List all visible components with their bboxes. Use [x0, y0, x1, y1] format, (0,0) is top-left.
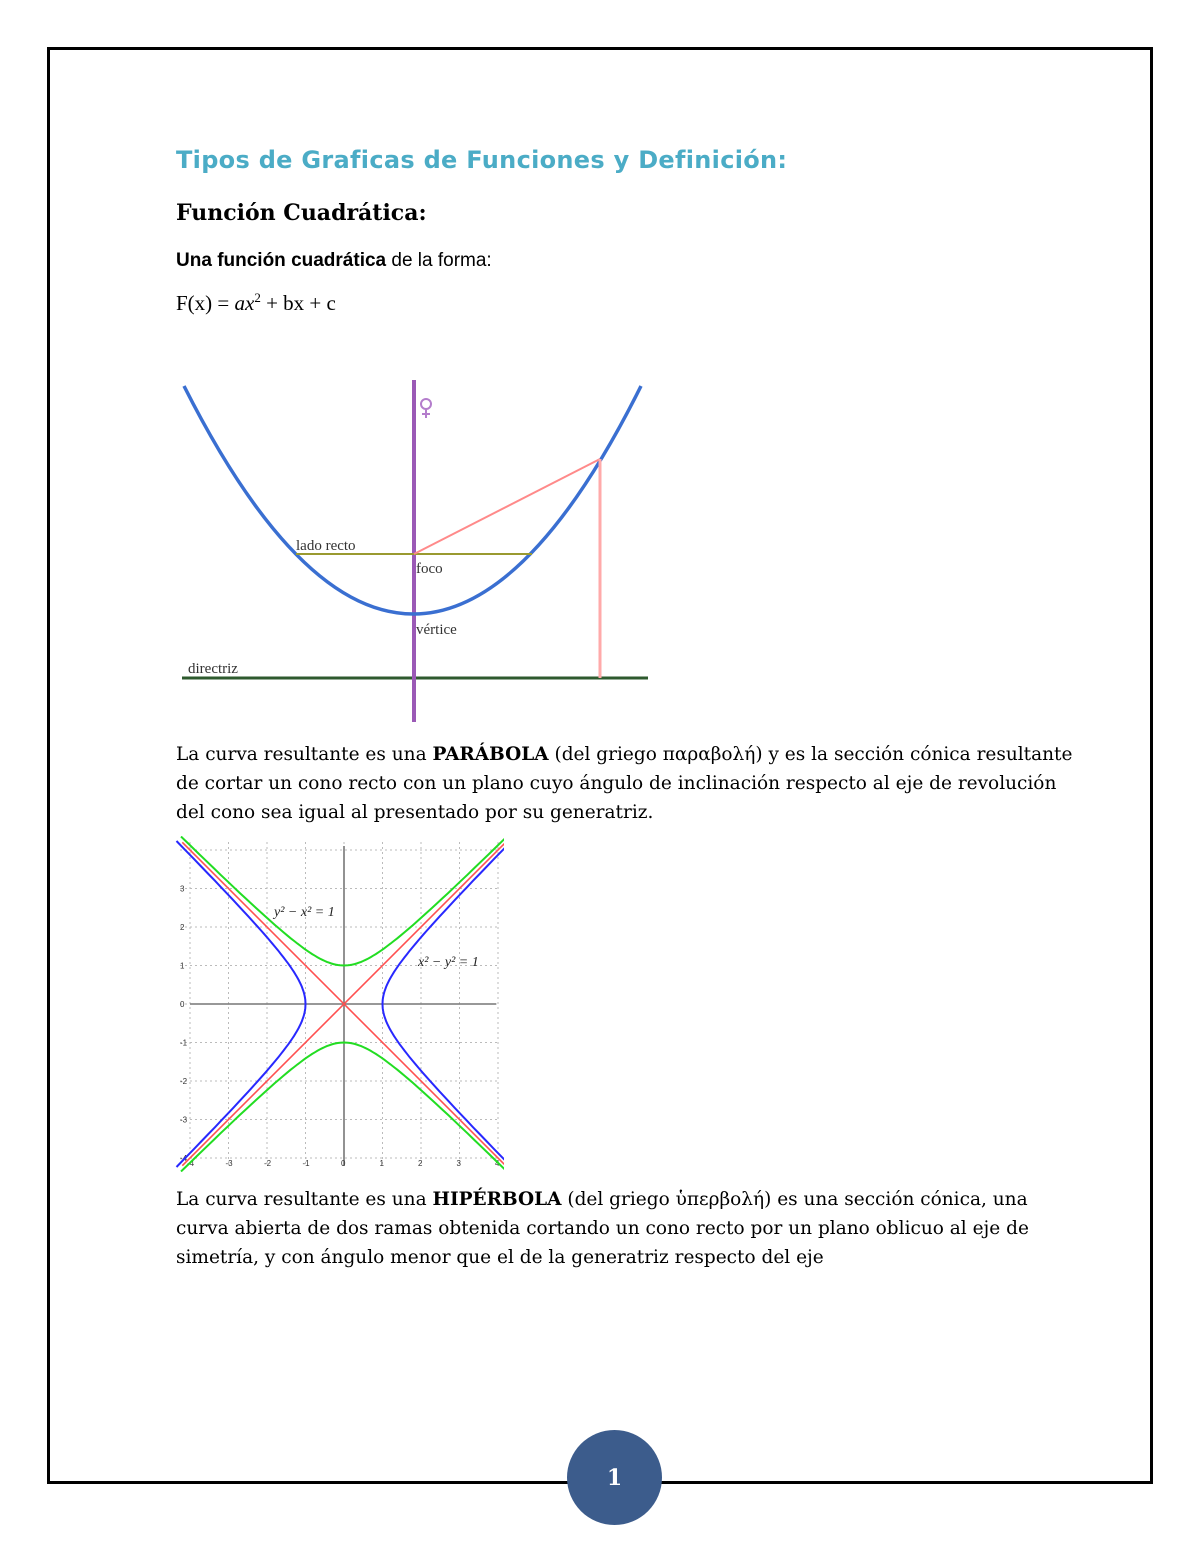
page-number: 1 — [606, 1464, 623, 1491]
p2-prefix: La curva resultante es una — [176, 1189, 433, 1210]
page-number-badge — [567, 1430, 662, 1525]
intro-text — [176, 250, 492, 272]
p2-suffix: (del griego ὑπερβολή) es una sección cónica, una curva abierta de dos ramas obtenida cortando un cono recto por un plano oblicuo al eje de simetría, y con ángulo menor que el de la generatriz respecto del eje — [176, 1189, 1029, 1268]
intro-prefix: Una — [176, 250, 218, 271]
formula-lhs: F(x) = — [176, 291, 235, 315]
p1-suffix: (del griego παραβολή) y es la sección cónica resultante de cortar un cono recto con un plano cuyo ángulo de inclinación respecto al eje de revolución del cono sea igual al presentado por su generatriz. — [176, 744, 1073, 823]
p1-bold: PARÁBOLA — [432, 744, 549, 765]
parabola-paragraph — [176, 740, 1076, 827]
hyperbola-paragraph — [176, 1185, 1076, 1272]
equation-upper: y² − x² = 1 — [274, 905, 335, 920]
x-tick-label: -2 — [264, 1159, 272, 1168]
x-tick-label: 4 — [495, 1159, 500, 1168]
y-tick-label: 0 — [180, 1000, 185, 1009]
y-tick-label: 3 — [180, 884, 185, 894]
equation-right: x² − y² = 1 — [418, 955, 479, 970]
axis-marker-icon — [421, 399, 431, 418]
x-tick-label: -3 — [225, 1159, 233, 1168]
p1-prefix: La curva resultante es una — [176, 744, 433, 765]
label-vertice: vértice — [416, 622, 457, 638]
intro-suffix: de la forma: — [386, 250, 492, 271]
p2-bold: HIPÉRBOLA — [432, 1189, 562, 1210]
y-tick-label: -3 — [180, 1115, 188, 1125]
label-directriz: directriz — [188, 661, 238, 677]
x-tick-label: 0 — [341, 1159, 346, 1168]
x-tick-label: 1 — [379, 1159, 384, 1168]
hyperbola-lower-branch — [181, 1043, 504, 1172]
y-tick-label: -4 — [180, 1154, 188, 1163]
formula-exponent: 2 — [254, 290, 261, 305]
y-tick-label: -2 — [180, 1077, 188, 1086]
hyperbola-upper-branch — [181, 837, 504, 966]
y-tick-label: -1 — [180, 1038, 188, 1048]
y-tick-label: 1 — [180, 961, 185, 971]
y-tick-label: 2 — [180, 923, 185, 932]
page-title: Tipos de Graficas de Funciones y Definición: — [176, 146, 788, 174]
x-tick-label: 3 — [456, 1159, 461, 1168]
label-lado-recto: lado recto — [296, 538, 356, 554]
label-foco: foco — [416, 561, 443, 577]
intro-bold: función cuadrática — [217, 250, 387, 271]
hyperbola-figure — [174, 836, 504, 1172]
focal-line — [414, 459, 600, 554]
parabola-figure — [176, 376, 656, 726]
quadratic-formula — [176, 290, 336, 316]
formula-rest: + bx + c — [260, 291, 336, 315]
x-tick-label: 2 — [418, 1159, 423, 1168]
x-tick-label: -4 — [187, 1159, 195, 1168]
section-title: Función Cuadrática: — [176, 200, 427, 226]
x-tick-label: -1 — [302, 1159, 310, 1168]
formula-term: ax — [234, 291, 255, 315]
